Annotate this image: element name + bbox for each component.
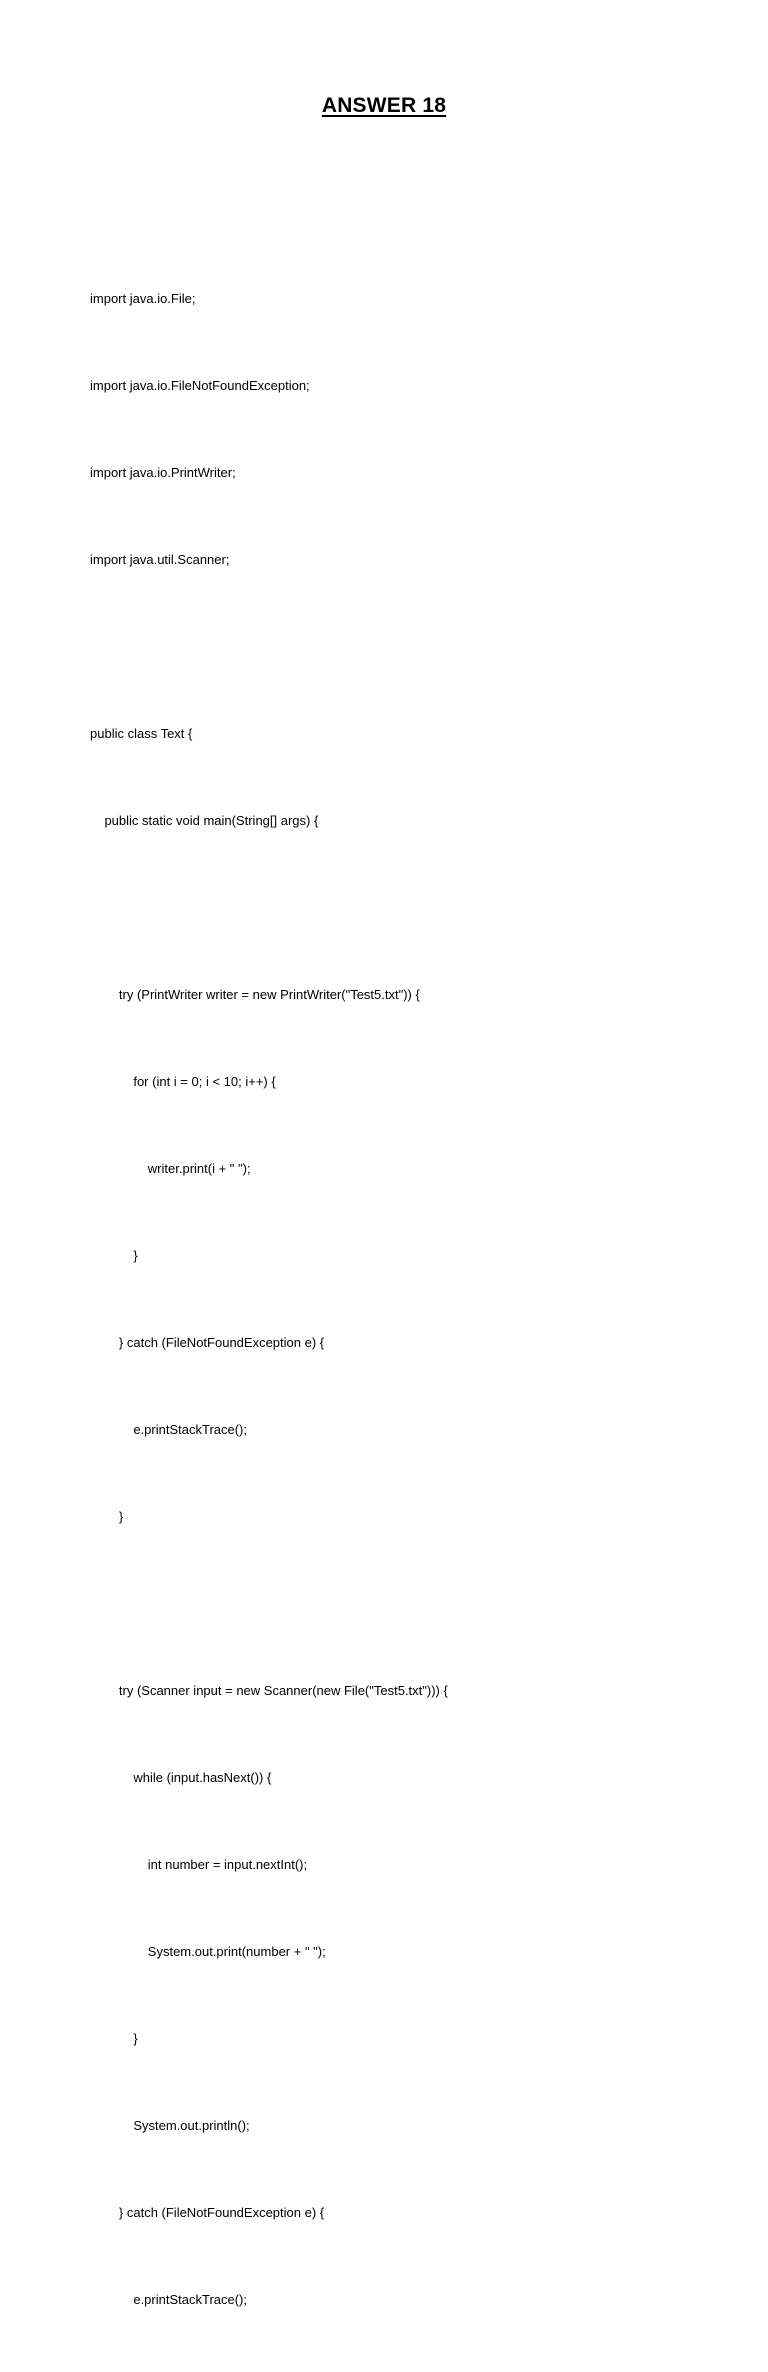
code-line: public static void main(String[] args) { (90, 813, 319, 828)
code-line: try (Scanner input = new Scanner(new File("Test5.txt"))) { (90, 1683, 448, 1698)
page-title: ANSWER 18 (321, 94, 447, 117)
code-line: import java.io.PrintWriter; (90, 465, 236, 480)
code-line: public class Text { (90, 726, 193, 741)
code-line: while (input.hasNext()) { (90, 1770, 272, 1785)
code-line: } (90, 1248, 138, 1263)
code-line (90, 1589, 730, 1618)
code-line: writer.print(i + " "); (90, 1161, 251, 1176)
code-line: try (PrintWriter writer = new PrintWriter("Test5.txt")) { (90, 987, 420, 1002)
code-line: } (90, 2031, 138, 2046)
code-line: for (int i = 0; i < 10; i++) { (90, 1074, 276, 1089)
code-line: import java.util.Scanner; (90, 552, 230, 567)
code-line (90, 893, 730, 922)
code-line: System.out.println(); (90, 2118, 250, 2133)
code-line: } catch (FileNotFoundException e) { (90, 2205, 325, 2220)
code-line: e.printStackTrace(); (90, 1422, 248, 1437)
code-line: } catch (FileNotFoundException e) { (90, 1335, 325, 1350)
code-line: int number = input.nextInt(); (90, 1857, 308, 1872)
code-line: e.printStackTrace(); (90, 2292, 248, 2307)
code-line: } (90, 1509, 124, 1524)
code-line (90, 632, 730, 661)
code-line: import java.io.FileNotFoundException; (90, 378, 310, 393)
code-block (90, 226, 730, 2372)
code-line: System.out.print(number + " "); (90, 1944, 326, 1959)
code-line: import java.io.File; (90, 291, 196, 306)
